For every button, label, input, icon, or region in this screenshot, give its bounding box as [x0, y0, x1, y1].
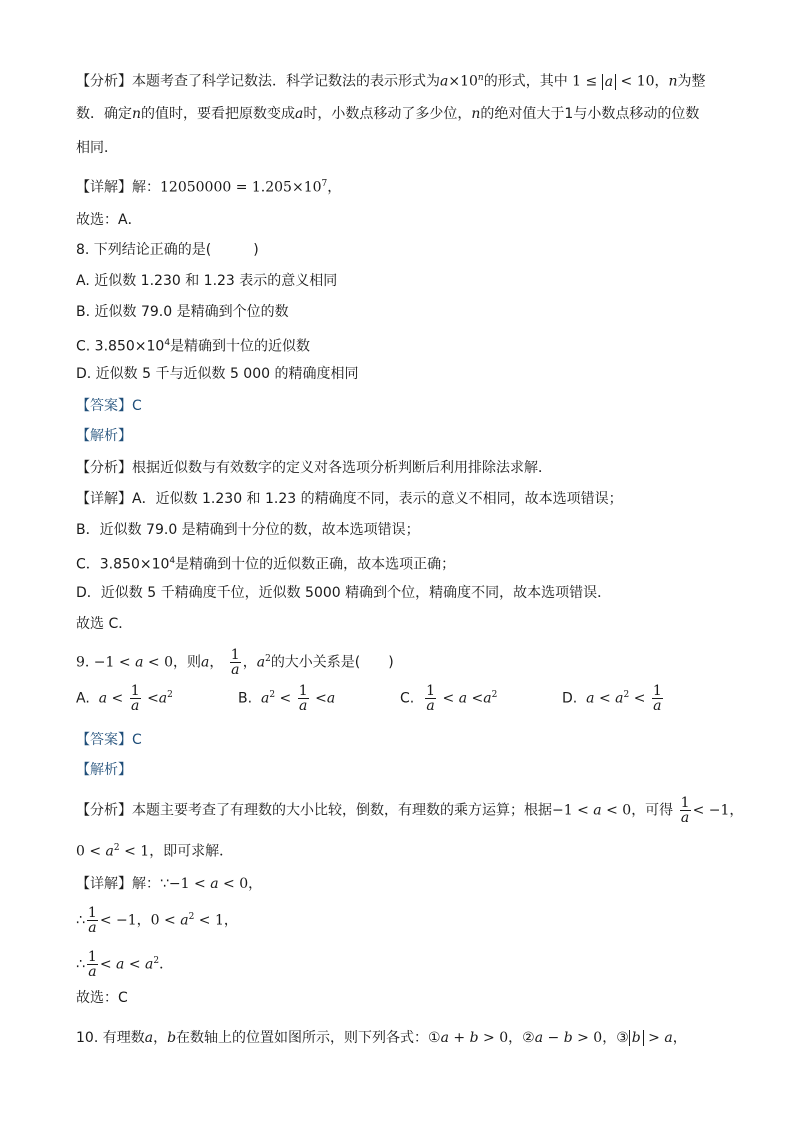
q8-option-b: B. 近似数 79.0 是精确到个位的数 — [76, 304, 289, 320]
q9-option-a: A. a < $\frac{1}{a}$ $<a^2$ — [76, 683, 173, 714]
q9-option-c: C. $\frac{1}{a}$ < $a <a^2$ — [400, 683, 498, 714]
q9-answer: 【答案】C — [76, 732, 142, 748]
q7-detail: 【详解】解：$12050000 = 1.205\times 10^7$， — [76, 179, 342, 196]
q8-option-d: D. 近似数 5 千与近似数 5 000 的精确度相同 — [76, 366, 359, 382]
q9-analysis-line1: 【分析】本题主要考查了有理数的大小比较，倒数，有理数的乘方运算；根据−1 < a < 0，可得 $\frac{1}{a}$ < −1， — [76, 795, 744, 826]
q8-analysis: 【分析】根据近似数与有效数字的定义对各选项分析判断后利用排除法求解． — [76, 460, 552, 476]
q9-detail: 【详解】解：∵−1 < a < 0， — [76, 876, 263, 892]
q8-detail-d: D．近似数 5 千精确度千位，近似数 5000 精确到个位，精确度不同，故本选项错误． — [76, 585, 612, 601]
q8-detail-c: C．$3.850\times 10^4$是精确到十位的近似数正确，故本选项正确； — [76, 556, 456, 573]
q9-jiexi: 【解析】 — [76, 762, 132, 778]
q8-option-c: C. $3.850\times 10^4$是精确到十位的近似数 — [76, 338, 311, 355]
q8-detail-b: B．近似数 79.0 是精确到十分位的数，故本选项错误； — [76, 522, 420, 538]
q8-choose: 故选 C． — [76, 616, 133, 632]
q10-stem: 10. 有理数a，b在数轴上的位置如图所示，则下列各式：①a + b > 0，②a − b > 0，③ b > a， — [76, 1030, 687, 1046]
q9-step1: ∴ $\frac{1}{a}$ < −1，$0 < a^2 < 1$， — [76, 905, 238, 936]
q9-option-b: B. $a^2$ < $\frac{1}{a}$ <a — [238, 683, 336, 714]
q9-option-d: D. $a < a^2$ < $\frac{1}{a}$ — [562, 683, 662, 714]
fraction: $\frac{1}{a}$ — [230, 647, 240, 678]
q8-jiexi: 【解析】 — [76, 428, 132, 444]
q7-analysis-line3: 相同． — [76, 140, 118, 156]
q9-stem: 9. −1 < a < 0，则a， $\frac{1}{a}$ ，$a^2$的大小关系是( ) — [76, 647, 394, 678]
q8-detail-a: 【详解】A．近似数 1.230 和 1.23 的精确度不同，表示的意义不相同，故本选项错误； — [76, 491, 623, 507]
q9-step2: ∴ $\frac{1}{a}$ < $a < a^2$． — [76, 949, 174, 980]
q8-answer: 【答案】C — [76, 398, 142, 414]
q7-choose: 故选：A． — [76, 212, 142, 228]
q8-stem: 8. 下列结论正确的是( ) — [76, 242, 259, 258]
q7-analysis-line1: 【分析】本题考查了科学记数法．科学记数法的表示形式为$a\times 10^n$的形式，其中 1 ≤ a < 10，n为整 — [76, 73, 706, 90]
q9-choose: 故选：C — [76, 990, 128, 1006]
q9-analysis-line2: $0 < a^2 < 1$，即可求解． — [76, 843, 234, 860]
q7-analysis-line2: 数．确定n的值时，要看把原数变成a时，小数点移动了多少位，n的绝对值大于1与小数点移动的位数 — [76, 106, 700, 122]
q8-option-a: A. 近似数 1.230 和 1.23 表示的意义相同 — [76, 273, 338, 289]
